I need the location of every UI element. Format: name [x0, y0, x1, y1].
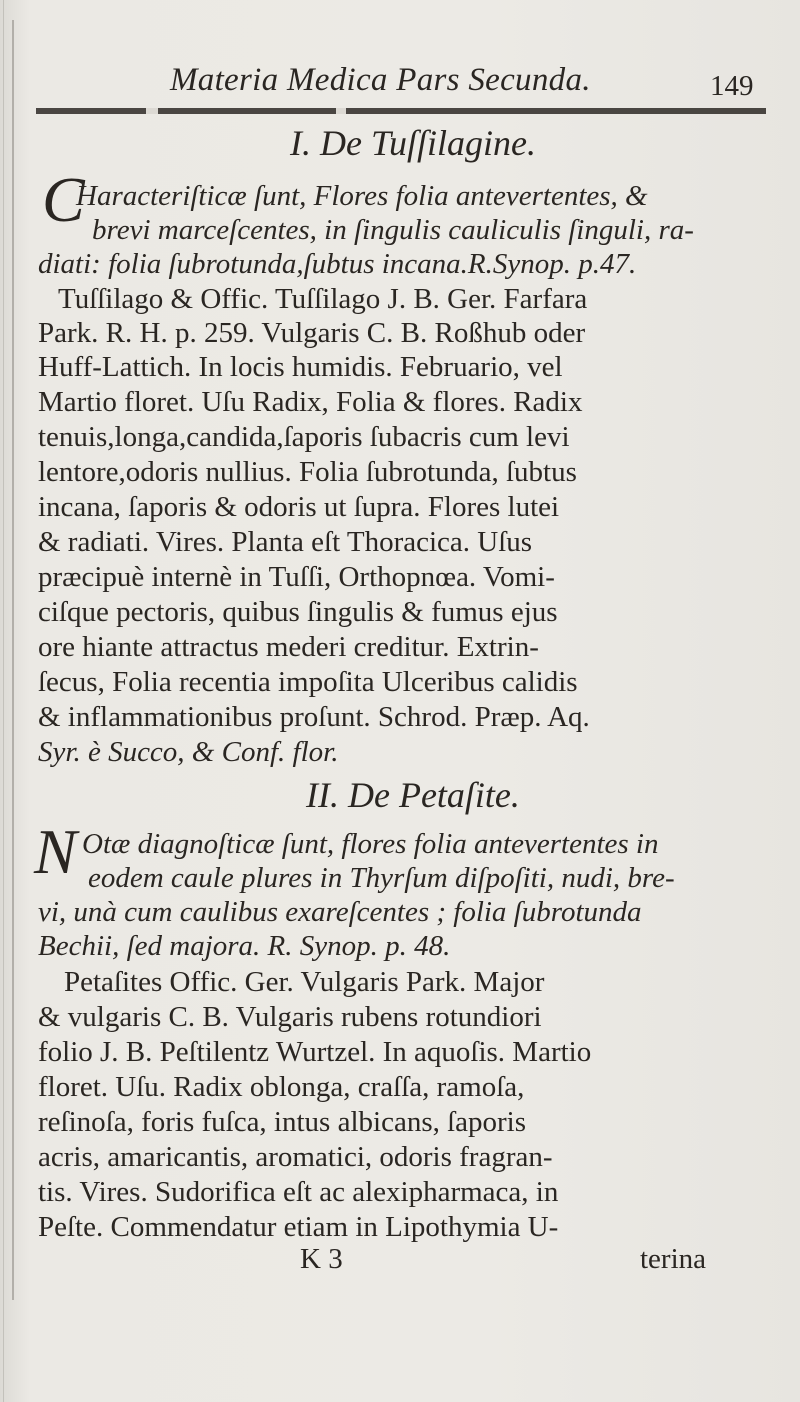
text-line: diati: folia ſubrotunda,ſubtus incana.R.Synop. p.47.: [38, 248, 637, 280]
text-line: ciſque pectoris, quibus ſingulis & fumus ejus: [38, 596, 558, 628]
drop-cap-n: N: [34, 816, 77, 887]
page-number: 149: [710, 70, 754, 102]
text-line: brevi marceſcentes, in ſingulis cauliculis ſinguli, ra-: [92, 214, 694, 246]
header-rule: [36, 108, 766, 114]
signature-mark: K 3: [300, 1243, 343, 1275]
text-line: Haracteriſticæ ſunt, Flores folia antevertentes, &: [76, 180, 648, 212]
text-line: floret. Uſu. Radix oblonga, craſſa, ramoſa,: [38, 1071, 525, 1103]
text-line: Bechii, ſed majora. R. Synop. p. 48.: [38, 930, 451, 962]
text-line: Tuſſilago & Offic. Tuſſilago J. B. Ger. Farfara: [58, 283, 588, 315]
text-line: ore hiante attractus mederi creditur. Extrin-: [38, 631, 539, 663]
page-edge: [3, 0, 4, 1402]
text-line: folio J. B. Peſtilentz Wurtzel. In aquoſis. Martio: [38, 1036, 592, 1068]
text-line: vi, unà cum caulibus exareſcentes ; folia ſubrotunda: [38, 896, 642, 928]
text-line: præcipuè internè in Tuſſi, Orthopnœa. Vomi-: [38, 561, 555, 593]
text-line: Petaſites Offic. Ger. Vulgaris Park. Major: [64, 966, 545, 998]
text-line: & inflammationibus proſunt. Schrod. Præp. Aq.: [38, 701, 590, 733]
text-line: eodem caule plures in Thyrſum diſpoſiti, nudi, bre-: [88, 862, 675, 894]
text-line: Peſte. Commendatur etiam in Lipothymia U-: [38, 1211, 559, 1243]
page-header: [0, 62, 800, 102]
section-heading-petasite: II. De Petaſite.: [306, 775, 520, 815]
drop-cap-c: C: [42, 164, 85, 235]
gutter-shadow: [12, 20, 14, 1300]
text-line: tis. Vires. Sudorifica eſt ac alexipharmaca, in: [38, 1176, 559, 1208]
text-line: lentore,odoris nullius. Folia ſubrotunda, ſubtus: [38, 456, 577, 488]
section-heading-tussilago: I. De Tuſſilagine.: [290, 123, 536, 163]
text-line: Huff-Lattich. In locis humidis. Februario, vel: [38, 351, 563, 383]
text-line: ſecus, Folia recentia impoſita Ulceribus calidis: [38, 666, 578, 698]
text-line: & vulgaris C. B. Vulgaris rubens rotundiori: [38, 1001, 542, 1033]
running-title: Materia Medica Pars Secunda.: [170, 62, 591, 98]
text-line: acris, amaricantis, aromatici, odoris fragran-: [38, 1141, 553, 1173]
text-line: reſinoſa, foris fuſca, intus albicans, ſaporis: [38, 1106, 527, 1138]
catchword: terina: [640, 1243, 707, 1275]
text-line: & radiati. Vires. Planta eſt Thoracica. Uſus: [38, 526, 533, 558]
text-line: Martio floret. Uſu Radix, Folia & flores. Radix: [38, 386, 583, 418]
text-line: Park. R. H. p. 259. Vulgaris C. B. Roßhub oder: [38, 317, 586, 349]
text-line: tenuis,longa,candida,ſaporis ſubacris cum levi: [38, 421, 570, 453]
text-line: incana, ſaporis & odoris ut ſupra. Flores lutei: [38, 491, 560, 523]
text-line: Syr. è Succo, & Conf. flor.: [38, 736, 339, 768]
text-line: Otæ diagnoſticæ ſunt, flores folia antevertentes in: [82, 828, 659, 860]
